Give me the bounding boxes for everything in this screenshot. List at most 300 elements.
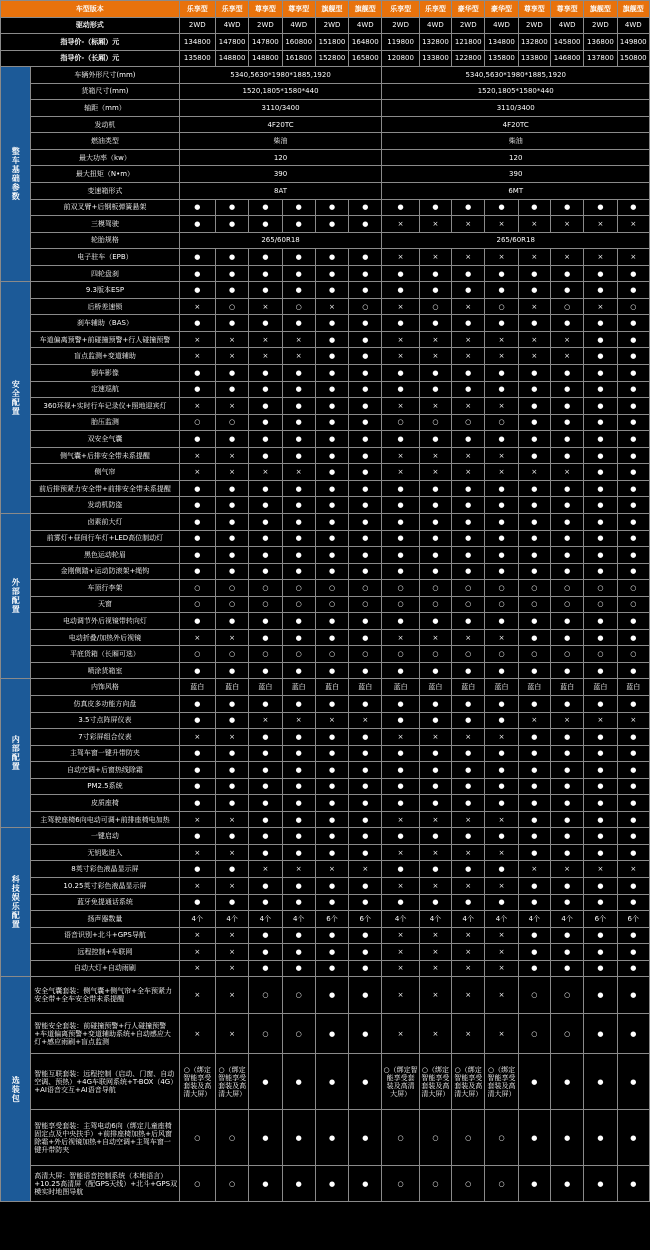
value-cell: ● xyxy=(282,745,315,762)
value-cell: ● xyxy=(382,513,419,530)
value-cell: ● xyxy=(518,282,550,299)
value-cell: ● xyxy=(215,216,248,233)
value-cell: × xyxy=(584,216,617,233)
value-cell: ● xyxy=(617,662,649,679)
value-cell: ● xyxy=(179,861,215,878)
spec-row xyxy=(1,331,650,348)
value-cell: ○ xyxy=(179,646,215,663)
value-cell: ● xyxy=(584,199,617,216)
value-cell: ○ xyxy=(485,596,518,613)
value-cell: ● xyxy=(617,745,649,762)
value-cell: 6个 xyxy=(617,911,649,928)
value-cell: ● xyxy=(485,199,518,216)
value-cell: 蓝白 xyxy=(249,679,282,696)
value-cell: × xyxy=(584,861,617,878)
value-cell: ● xyxy=(550,828,583,845)
value-cell: ● xyxy=(485,745,518,762)
value-cell: × xyxy=(179,877,215,894)
value-cell: ● xyxy=(179,745,215,762)
value-cell: ● xyxy=(617,1054,649,1110)
value-cell: ● xyxy=(584,1054,617,1110)
value-cell: ● xyxy=(617,795,649,812)
value-cell: ● xyxy=(349,960,382,977)
spec-row xyxy=(1,894,650,911)
value-cell: ● xyxy=(452,497,485,514)
feature-label: 电子驻车（EPB） xyxy=(31,249,179,266)
top-cell: 132800 xyxy=(419,34,451,51)
value-cell: ● xyxy=(282,927,315,944)
value-cell: × xyxy=(382,927,419,944)
value-cell: ● xyxy=(419,712,451,729)
value-cell: × xyxy=(382,877,419,894)
spec-row xyxy=(1,580,650,597)
trim-name: 乐享型 xyxy=(179,1,215,18)
value-cell: ● xyxy=(617,778,649,795)
value-cell: ● xyxy=(249,1054,282,1110)
value-cell: ○ xyxy=(452,1110,485,1166)
value-cell: ● xyxy=(249,960,282,977)
value-cell: ● xyxy=(315,331,348,348)
value-cell: ● xyxy=(179,365,215,382)
value-cell: ● xyxy=(249,828,282,845)
value-cell: ● xyxy=(617,431,649,448)
value-cell: ● xyxy=(584,877,617,894)
value-cell: ● xyxy=(617,530,649,547)
spec-row xyxy=(1,960,650,977)
value-cell: ○ xyxy=(518,977,550,1014)
value-cell: ● xyxy=(550,795,583,812)
value-cell: × xyxy=(452,348,485,365)
value-cell: ● xyxy=(485,497,518,514)
value-cell: × xyxy=(419,960,451,977)
value-cell: ● xyxy=(617,894,649,911)
value-cell: ● xyxy=(315,811,348,828)
value-cell: ● xyxy=(419,199,451,216)
value-cell: ● xyxy=(419,513,451,530)
value-cell: × xyxy=(485,629,518,646)
value-cell: ● xyxy=(215,695,248,712)
value-cell: ● xyxy=(419,762,451,779)
top-cell: 4WD xyxy=(419,17,451,34)
spec-row xyxy=(1,398,650,415)
value-cell: × xyxy=(584,249,617,266)
spec-row xyxy=(1,67,650,84)
value-cell: 蓝白 xyxy=(419,679,451,696)
value-cell: ● xyxy=(349,480,382,497)
value-cell: ● xyxy=(550,447,583,464)
value-cell: ● xyxy=(419,547,451,564)
value-cell: ● xyxy=(584,894,617,911)
top-cell: 121800 xyxy=(452,34,485,51)
value-cell: ● xyxy=(550,927,583,944)
value-cell: ● xyxy=(215,530,248,547)
value-cell: ● xyxy=(249,927,282,944)
top-cell: 160800 xyxy=(282,34,315,51)
value-cell: × xyxy=(452,629,485,646)
value-cell: × xyxy=(485,398,518,415)
merged-value-cell: 120 xyxy=(382,149,650,166)
value-cell: ○ xyxy=(485,414,518,431)
value-cell: ● xyxy=(349,199,382,216)
header-row xyxy=(1,1,650,18)
value-cell: ○ xyxy=(518,596,550,613)
value-cell: × xyxy=(215,960,248,977)
merged-value-cell: 390 xyxy=(382,166,650,183)
top-cell: 4WD xyxy=(550,17,583,34)
value-cell: ● xyxy=(452,762,485,779)
value-cell: ● xyxy=(315,629,348,646)
value-cell: ● xyxy=(550,513,583,530)
value-cell: ● xyxy=(349,695,382,712)
value-cell: × xyxy=(452,960,485,977)
value-cell: ● xyxy=(550,1054,583,1110)
value-cell: ● xyxy=(349,1014,382,1054)
value-cell: ● xyxy=(215,662,248,679)
value-cell: ● xyxy=(518,729,550,746)
feature-label: 车顶行李架 xyxy=(31,580,179,597)
value-cell: ● xyxy=(282,877,315,894)
value-cell: × xyxy=(485,811,518,828)
value-cell: ● xyxy=(249,414,282,431)
value-cell: ● xyxy=(315,414,348,431)
value-cell: 4个 xyxy=(179,911,215,928)
value-cell: × xyxy=(617,216,649,233)
value-cell: ○（绑定智能享受套装及高清大屏） xyxy=(452,1054,485,1110)
value-cell: ● xyxy=(419,662,451,679)
value-cell: ○ xyxy=(282,646,315,663)
value-cell: × xyxy=(282,331,315,348)
value-cell: ○ xyxy=(215,298,248,315)
value-cell: ○ xyxy=(215,1166,248,1202)
value-cell: ● xyxy=(617,464,649,481)
value-cell: ● xyxy=(249,381,282,398)
category-label: 外部配置 xyxy=(1,513,31,678)
value-cell: ● xyxy=(617,629,649,646)
value-cell: ● xyxy=(518,513,550,530)
top-cell: 165800 xyxy=(349,50,382,67)
spec-row xyxy=(1,547,650,564)
value-cell: × xyxy=(249,861,282,878)
value-cell: ● xyxy=(485,480,518,497)
value-cell: ● xyxy=(282,1054,315,1110)
value-cell: 蓝白 xyxy=(215,679,248,696)
value-cell: × xyxy=(179,331,215,348)
value-cell: ● xyxy=(315,381,348,398)
merged-value-cell: 3110/3400 xyxy=(179,100,382,117)
value-cell: ● xyxy=(179,762,215,779)
value-cell: × xyxy=(419,629,451,646)
value-cell: ● xyxy=(617,331,649,348)
feature-label: 平底货箱（长厢可选） xyxy=(31,646,179,663)
value-cell: 4个 xyxy=(419,911,451,928)
value-cell: × xyxy=(215,447,248,464)
value-cell: ● xyxy=(584,563,617,580)
value-cell: ● xyxy=(249,513,282,530)
value-cell: ● xyxy=(315,977,348,1014)
feature-label: 远程控制+车联网 xyxy=(31,944,179,961)
value-cell: ● xyxy=(452,662,485,679)
value-cell: ● xyxy=(349,762,382,779)
value-cell: ● xyxy=(550,497,583,514)
value-cell: ● xyxy=(584,662,617,679)
value-cell: ● xyxy=(584,265,617,282)
value-cell: ● xyxy=(518,844,550,861)
value-cell: 蓝白 xyxy=(452,679,485,696)
merged-value-cell: 265/60R18 xyxy=(179,232,382,249)
value-cell: × xyxy=(452,298,485,315)
value-cell: ● xyxy=(382,745,419,762)
value-cell: ● xyxy=(518,745,550,762)
value-cell: ○ xyxy=(584,580,617,597)
spec-row xyxy=(1,116,650,133)
spec-row xyxy=(1,811,650,828)
value-cell: ● xyxy=(518,431,550,448)
value-cell: ● xyxy=(419,613,451,630)
value-cell: ● xyxy=(485,513,518,530)
merged-value-cell: 1520,1805*1580*440 xyxy=(382,83,650,100)
value-cell: ● xyxy=(550,745,583,762)
value-cell: ○ xyxy=(179,1110,215,1166)
value-cell: ● xyxy=(550,530,583,547)
value-cell: × xyxy=(349,712,382,729)
value-cell: × xyxy=(485,977,518,1014)
value-cell: ● xyxy=(452,365,485,382)
spec-row xyxy=(1,298,650,315)
value-cell: ● xyxy=(452,480,485,497)
value-cell: ● xyxy=(315,795,348,812)
top-row xyxy=(1,50,650,67)
value-cell: ○（绑定智能享受套装及高清大屏） xyxy=(419,1054,451,1110)
spec-row xyxy=(1,1054,650,1110)
value-cell: ● xyxy=(315,199,348,216)
spec-row xyxy=(1,216,650,233)
value-cell: ● xyxy=(419,745,451,762)
value-cell: ● xyxy=(349,497,382,514)
spec-row xyxy=(1,431,650,448)
value-cell: ○ xyxy=(452,580,485,597)
value-cell: ● xyxy=(215,282,248,299)
value-cell: ● xyxy=(550,365,583,382)
spec-row xyxy=(1,927,650,944)
value-cell: ● xyxy=(282,282,315,299)
top-cell: 146800 xyxy=(550,50,583,67)
value-cell: 蓝白 xyxy=(485,679,518,696)
value-cell: ○（绑定智能享受套装及高清大屏） xyxy=(215,1054,248,1110)
value-cell: ● xyxy=(349,331,382,348)
value-cell: × xyxy=(452,331,485,348)
value-cell: ● xyxy=(382,662,419,679)
value-cell: ○ xyxy=(349,596,382,613)
value-cell: ● xyxy=(282,1166,315,1202)
value-cell: ● xyxy=(550,282,583,299)
value-cell: ● xyxy=(617,497,649,514)
value-cell: ○ xyxy=(485,298,518,315)
value-cell: ● xyxy=(315,431,348,448)
value-cell: ● xyxy=(249,447,282,464)
value-cell: ● xyxy=(584,431,617,448)
value-cell: ● xyxy=(179,216,215,233)
value-cell: ○ xyxy=(419,1166,451,1202)
value-cell: ● xyxy=(617,844,649,861)
value-cell: ○ xyxy=(179,596,215,613)
value-cell: ● xyxy=(617,513,649,530)
value-cell: ● xyxy=(584,1014,617,1054)
value-cell: × xyxy=(215,927,248,944)
value-cell: × xyxy=(179,977,215,1014)
value-cell: ● xyxy=(584,977,617,1014)
value-cell: ● xyxy=(550,613,583,630)
value-cell: ● xyxy=(584,530,617,547)
value-cell: ○ xyxy=(179,1166,215,1202)
value-cell: × xyxy=(382,398,419,415)
value-cell: ● xyxy=(282,629,315,646)
value-cell: 4个 xyxy=(215,911,248,928)
value-cell: × xyxy=(179,464,215,481)
feature-label: 内饰风格 xyxy=(31,679,179,696)
feature-label: 双安全气囊 xyxy=(31,431,179,448)
spec-row xyxy=(1,365,650,382)
value-cell: ● xyxy=(550,894,583,911)
top-cell: 122800 xyxy=(452,50,485,67)
value-cell: ● xyxy=(282,960,315,977)
value-cell: ● xyxy=(349,828,382,845)
value-cell: ● xyxy=(249,894,282,911)
value-cell: ● xyxy=(282,894,315,911)
value-cell: ● xyxy=(349,513,382,530)
spec-row xyxy=(1,861,650,878)
merged-value-cell: 3110/3400 xyxy=(382,100,650,117)
value-cell: ● xyxy=(518,811,550,828)
value-cell: ● xyxy=(617,547,649,564)
merged-value-cell: 柴油 xyxy=(179,133,382,150)
value-cell: × xyxy=(485,216,518,233)
value-cell: ○（绑定智能享受套装及高清大屏） xyxy=(485,1054,518,1110)
value-cell: ● xyxy=(617,1166,649,1202)
value-cell: ○ xyxy=(617,298,649,315)
feature-label: 燃油类型 xyxy=(31,133,179,150)
feature-label: 前雾灯+昼间行车灯+LED高位制动灯 xyxy=(31,530,179,547)
spec-row xyxy=(1,480,650,497)
value-cell: × xyxy=(485,1014,518,1054)
value-cell: ● xyxy=(382,199,419,216)
value-cell: × xyxy=(419,447,451,464)
value-cell: ● xyxy=(485,381,518,398)
value-cell: ● xyxy=(452,695,485,712)
value-cell: ● xyxy=(282,811,315,828)
value-cell: × xyxy=(452,944,485,961)
value-cell: 蓝白 xyxy=(349,679,382,696)
value-cell: ● xyxy=(315,960,348,977)
value-cell: ● xyxy=(584,365,617,382)
value-cell: ● xyxy=(315,497,348,514)
trim-name: 旗舰型 xyxy=(584,1,617,18)
value-cell: ● xyxy=(315,365,348,382)
value-cell: ● xyxy=(315,1054,348,1110)
value-cell: × xyxy=(485,960,518,977)
feature-label: 主驾车窗一键升带防夹 xyxy=(31,745,179,762)
value-cell: ● xyxy=(518,695,550,712)
value-cell: ○ xyxy=(518,1014,550,1054)
value-cell: ● xyxy=(349,381,382,398)
value-cell: ● xyxy=(382,795,419,812)
merged-value-cell: 8AT xyxy=(179,183,382,200)
value-cell: ● xyxy=(349,265,382,282)
value-cell: ● xyxy=(382,762,419,779)
value-cell: × xyxy=(179,398,215,415)
value-cell: ● xyxy=(179,315,215,332)
value-cell: ● xyxy=(179,431,215,448)
value-cell: ● xyxy=(584,960,617,977)
spec-row xyxy=(1,315,650,332)
value-cell: ● xyxy=(382,530,419,547)
value-cell: ● xyxy=(315,398,348,415)
value-cell: ○ xyxy=(584,646,617,663)
value-cell: ● xyxy=(249,530,282,547)
value-cell: ● xyxy=(349,563,382,580)
value-cell: ○ xyxy=(485,646,518,663)
value-cell: 6个 xyxy=(584,911,617,928)
value-cell: ● xyxy=(282,249,315,266)
top-cell: 135800 xyxy=(485,50,518,67)
top-cell: 147800 xyxy=(215,34,248,51)
value-cell: ● xyxy=(179,563,215,580)
value-cell: ● xyxy=(315,1110,348,1166)
value-cell: ● xyxy=(584,1110,617,1166)
merged-value-cell: 1520,1805*1580*440 xyxy=(179,83,382,100)
value-cell: ● xyxy=(518,778,550,795)
top-cell: 135800 xyxy=(179,50,215,67)
spec-row xyxy=(1,828,650,845)
trim-name: 尊享型 xyxy=(518,1,550,18)
value-cell: × xyxy=(485,944,518,961)
value-cell: ● xyxy=(419,480,451,497)
value-cell: ● xyxy=(584,414,617,431)
value-cell: × xyxy=(485,348,518,365)
value-cell: ● xyxy=(550,811,583,828)
trim-name: 豪华型 xyxy=(485,1,518,18)
value-cell: × xyxy=(215,729,248,746)
value-cell: ● xyxy=(485,828,518,845)
value-cell: ○ xyxy=(282,977,315,1014)
value-cell: ● xyxy=(315,249,348,266)
value-cell: ● xyxy=(485,613,518,630)
value-cell: ● xyxy=(315,894,348,911)
top-cell: 4WD xyxy=(617,17,649,34)
value-cell: ○ xyxy=(349,580,382,597)
value-cell: ● xyxy=(617,1014,649,1054)
value-cell: ○ xyxy=(315,596,348,613)
value-cell: × xyxy=(550,348,583,365)
value-cell: ● xyxy=(349,348,382,365)
value-cell: ● xyxy=(518,547,550,564)
value-cell: ● xyxy=(485,265,518,282)
value-cell: ● xyxy=(215,249,248,266)
value-cell: ● xyxy=(518,1054,550,1110)
value-cell: ○ xyxy=(518,580,550,597)
value-cell: ○ xyxy=(282,1014,315,1054)
value-cell: × xyxy=(179,927,215,944)
spec-row xyxy=(1,348,650,365)
category-label: 选装包 xyxy=(1,977,31,1202)
value-cell: ● xyxy=(485,431,518,448)
top-cell: 161800 xyxy=(282,50,315,67)
value-cell: ○ xyxy=(382,580,419,597)
value-cell: × xyxy=(617,712,649,729)
value-cell: × xyxy=(550,249,583,266)
value-cell: ● xyxy=(315,464,348,481)
value-cell: ● xyxy=(282,944,315,961)
value-cell: ● xyxy=(617,762,649,779)
